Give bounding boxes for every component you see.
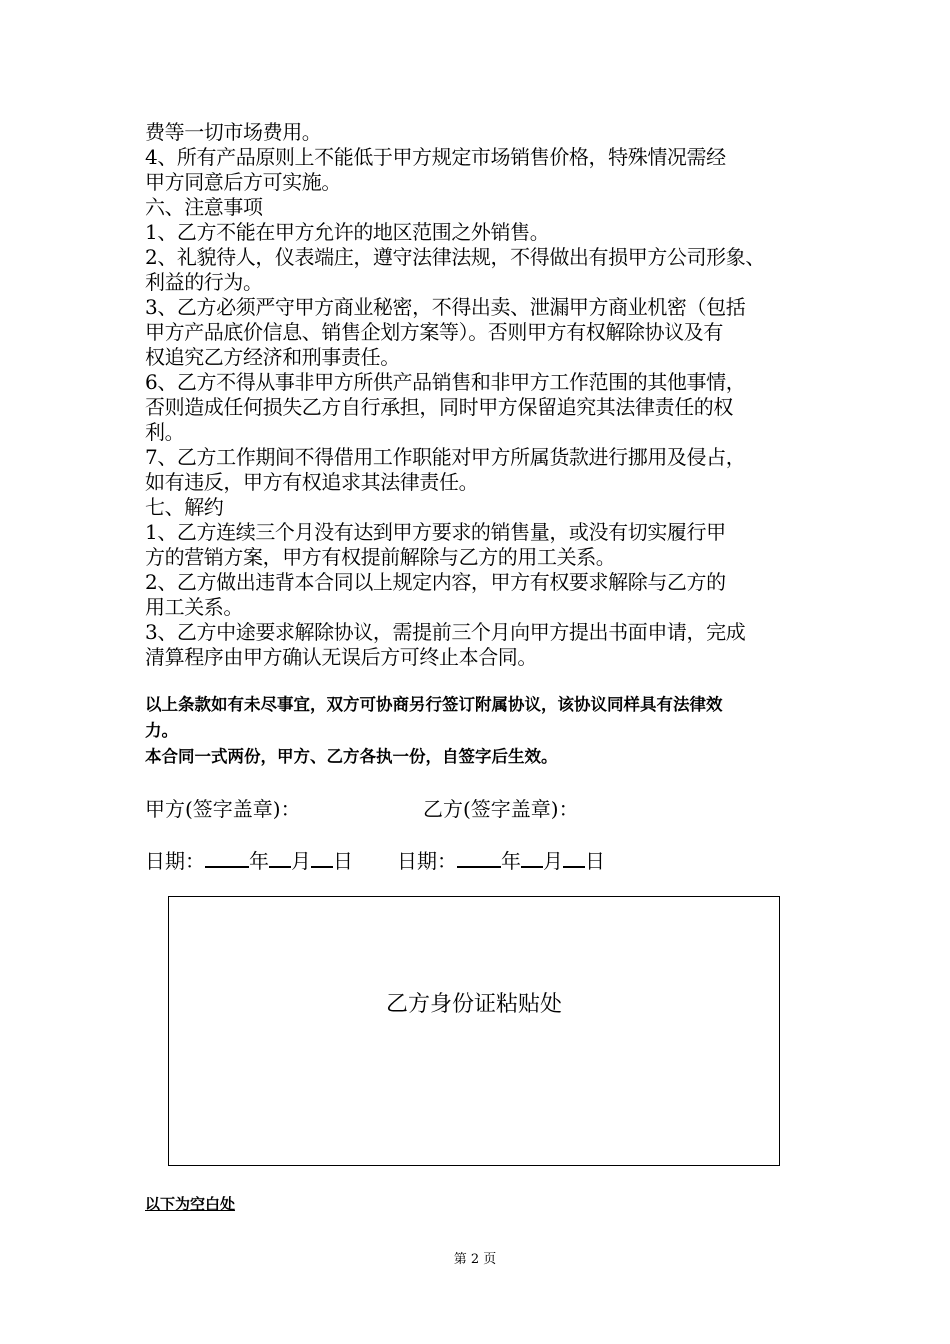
text-line: 1、乙方连续三个月没有达到甲方要求的销售量，或没有切实履行甲 — [145, 520, 726, 544]
text-line: 4、所有产品原则上不能低于甲方规定市场销售价格，特殊情况需经 — [145, 145, 726, 169]
day-blank — [311, 846, 333, 868]
text-line: 清算程序由甲方确认无误后方可终止本合同。 — [145, 645, 537, 669]
blank-below-note: 以下为空白处 — [145, 1195, 236, 1213]
text-line: 7、乙方工作期间不得借用工作职能对甲方所属货款进行挪用及侵占， — [145, 445, 746, 469]
text-line: 否则造成任何损失乙方自行承担，同时甲方保留追究其法律责任的权 — [145, 395, 733, 419]
text-line: 力。 — [145, 721, 178, 740]
text-line: 3、乙方必须严守甲方商业秘密，不得出卖、泄漏甲方商业机密（包括 — [145, 295, 746, 319]
year-blank — [205, 846, 249, 868]
text-line: 1、乙方不能在甲方允许的地区范围之外销售。 — [145, 220, 550, 244]
text-line: 6、乙方不得从事非甲方所供产品销售和非甲方工作范围的其他事情， — [145, 370, 746, 394]
text-line: 六、注意事项 — [145, 195, 263, 219]
party-a-signature-label: 甲方(签字盖章)： — [145, 797, 301, 821]
text-line: 七、解约 — [145, 495, 224, 519]
year-label: 年 — [501, 849, 521, 873]
text-line: 甲方产品底价信息、销售企划方案等）。否则甲方有权解除协议及有 — [145, 320, 723, 344]
year-blank — [457, 846, 501, 868]
month-blank — [269, 846, 291, 868]
text-line: 本合同一式两份，甲方、乙方各执一份，自签字后生效。 — [145, 747, 558, 766]
date-label: 日期： — [145, 849, 205, 873]
text-line: 2、礼貌待人，仪表端庄，遵守法律法规，不得做出有损甲方公司形象、 — [145, 245, 765, 269]
month-blank — [521, 846, 543, 868]
day-blank — [563, 846, 585, 868]
closing-statement — [145, 692, 825, 770]
party-b-date — [397, 846, 605, 874]
id-card-paste-label: 乙方身份证粘贴处 — [385, 992, 562, 1017]
clause-text — [145, 120, 825, 670]
day-label: 日 — [585, 849, 605, 873]
text-line: 2、乙方做出违背本合同以上规定内容，甲方有权要求解除与乙方的 — [145, 570, 726, 594]
text-line: 方的营销方案，甲方有权提前解除与乙方的用工关系。 — [145, 545, 616, 569]
text-line: 如有违反，甲方有权追求其法律责任。 — [145, 470, 479, 494]
text-line: 费等一切市场费用。 — [145, 120, 322, 144]
text-line: 权追究乙方经济和刑事责任。 — [145, 345, 400, 369]
date-label: 日期： — [397, 849, 457, 873]
day-label: 日 — [333, 849, 353, 873]
text-line: 用工关系。 — [145, 595, 243, 619]
month-label: 月 — [291, 849, 311, 873]
id-card-paste-box — [168, 896, 780, 1166]
contract-body — [145, 120, 825, 770]
party-a-date — [145, 846, 353, 874]
text-line: 以上条款如有未尽事宜，双方可协商另行签订附属协议，该协议同样具有法律效 — [145, 695, 723, 714]
text-line: 3、乙方中途要求解除协议，需提前三个月向甲方提出书面申请，完成 — [145, 620, 746, 644]
text-line: 甲方同意后方可实施。 — [145, 170, 341, 194]
text-line: 利。 — [145, 420, 185, 444]
party-b-signature-label: 乙方(签字盖章)： — [423, 797, 579, 821]
year-label: 年 — [249, 849, 269, 873]
page-number: 第 2 页 — [453, 1252, 497, 1267]
month-label: 月 — [543, 849, 563, 873]
text-line: 利益的行为。 — [145, 270, 263, 294]
